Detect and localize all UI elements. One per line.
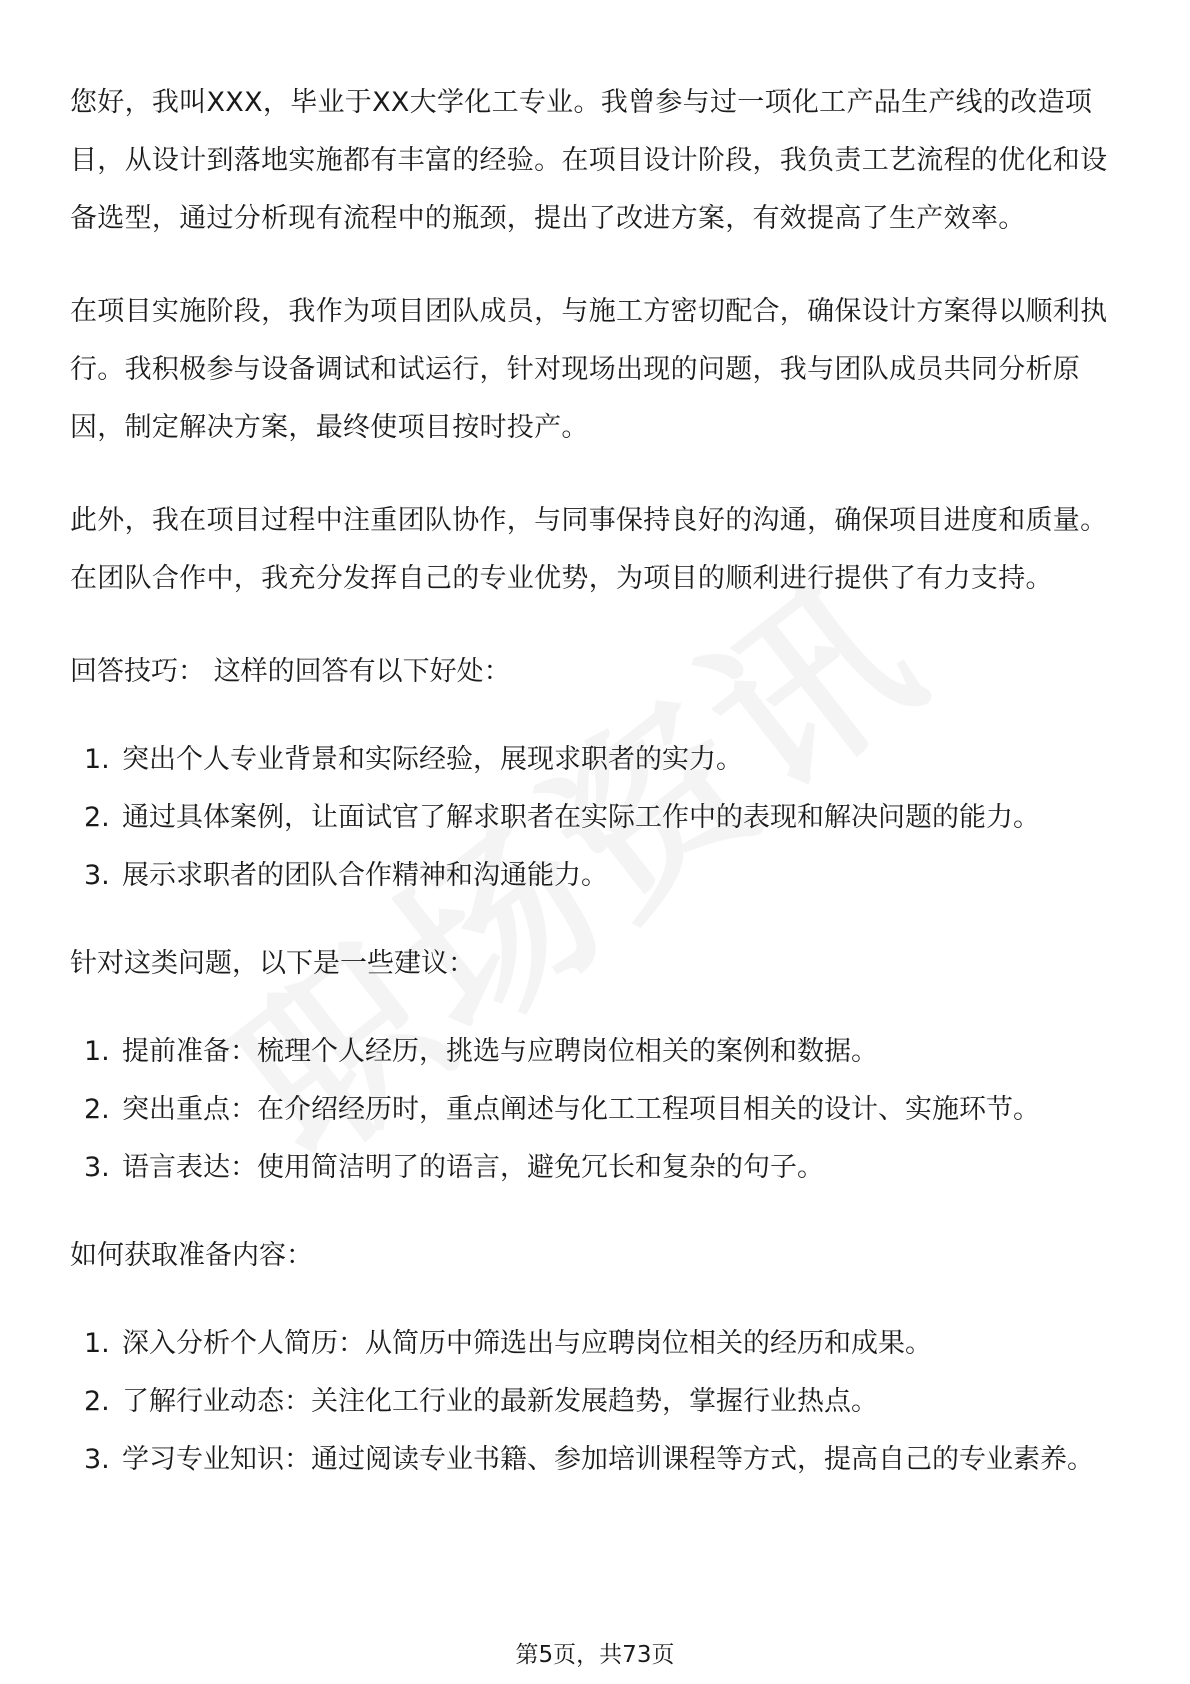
intro-paragraph: 您好，我叫XXX，毕业于XX大学化工专业。我曾参与过一项化工产品生产线的改造项目，从设计到落地实施都有丰富的经验。在项目设计阶段，我负责工艺流程的优化和设备选型，通过分析现有流程中的瓶颈，提出了改进方案，有效提高了生产效率。: [70, 87, 1108, 234]
tips-heading: 回答技巧： 这样的回答有以下好处：: [70, 656, 511, 687]
suggestions-heading: 针对这类问题，以下是一些建议：: [70, 948, 475, 979]
list-text: 提前准备：梳理个人经历，挑选与应聘岗位相关的案例和数据。: [122, 1036, 878, 1067]
list-item: [70, 1023, 1120, 1081]
preparation-list: [70, 1315, 1120, 1489]
list-number: 2.: [84, 802, 110, 833]
document-body: [70, 74, 1120, 1519]
list-number: 2.: [84, 1094, 110, 1125]
list-item: [70, 789, 1120, 847]
list-text: 了解行业动态：关注化工行业的最新发展趋势，掌握行业热点。: [122, 1386, 878, 1417]
list-number: 1.: [84, 744, 110, 775]
list-item: [70, 1081, 1120, 1139]
list-number: 1.: [84, 1328, 110, 1359]
list-number: 1.: [84, 1036, 110, 1067]
list-item: [70, 1431, 1120, 1489]
suggestions-list: [70, 1023, 1120, 1197]
list-number: 2.: [84, 1386, 110, 1417]
list-item: [70, 847, 1120, 905]
list-number: 3.: [84, 1444, 110, 1475]
page-number: 第5页，共73页: [515, 1642, 675, 1668]
list-item: [70, 1373, 1120, 1431]
list-text: 语言表达：使用简洁明了的语言，避免冗长和复杂的句子。: [122, 1152, 824, 1183]
list-text: 突出个人专业背景和实际经验，展现求职者的实力。: [122, 744, 743, 775]
list-item: [70, 1315, 1120, 1373]
list-text: 深入分析个人简历：从简历中筛选出与应聘岗位相关的经历和成果。: [122, 1328, 932, 1359]
tips-list: [70, 731, 1120, 905]
implementation-paragraph: 在项目实施阶段，我作为项目团队成员，与施工方密切配合，确保设计方案得以顺利执行。我积极参与设备调试和试运行，针对现场出现的问题，我与团队成员共同分析原因，制定解决方案，最终使项目按时投产。: [70, 296, 1108, 443]
list-text: 展示求职者的团队合作精神和沟通能力。: [122, 860, 608, 891]
list-item: [70, 731, 1120, 789]
list-item: [70, 1139, 1120, 1197]
preparation-heading: 如何获取准备内容：: [70, 1240, 313, 1271]
list-text: 突出重点：在介绍经历时，重点阐述与化工工程项目相关的设计、实施环节。: [122, 1094, 1040, 1125]
list-text: 学习专业知识：通过阅读专业书籍、参加培训课程等方式，提高自己的专业素养。: [122, 1444, 1094, 1475]
list-number: 3.: [84, 860, 110, 891]
teamwork-paragraph: 此外，我在项目过程中注重团队协作，与同事保持良好的沟通，确保项目进度和质量。在团队合作中，我充分发挥自己的专业优势，为项目的顺利进行提供了有力支持。: [70, 505, 1108, 594]
list-number: 3.: [84, 1152, 110, 1183]
list-text: 通过具体案例，让面试官了解求职者在实际工作中的表现和解决问题的能力。: [122, 802, 1040, 833]
